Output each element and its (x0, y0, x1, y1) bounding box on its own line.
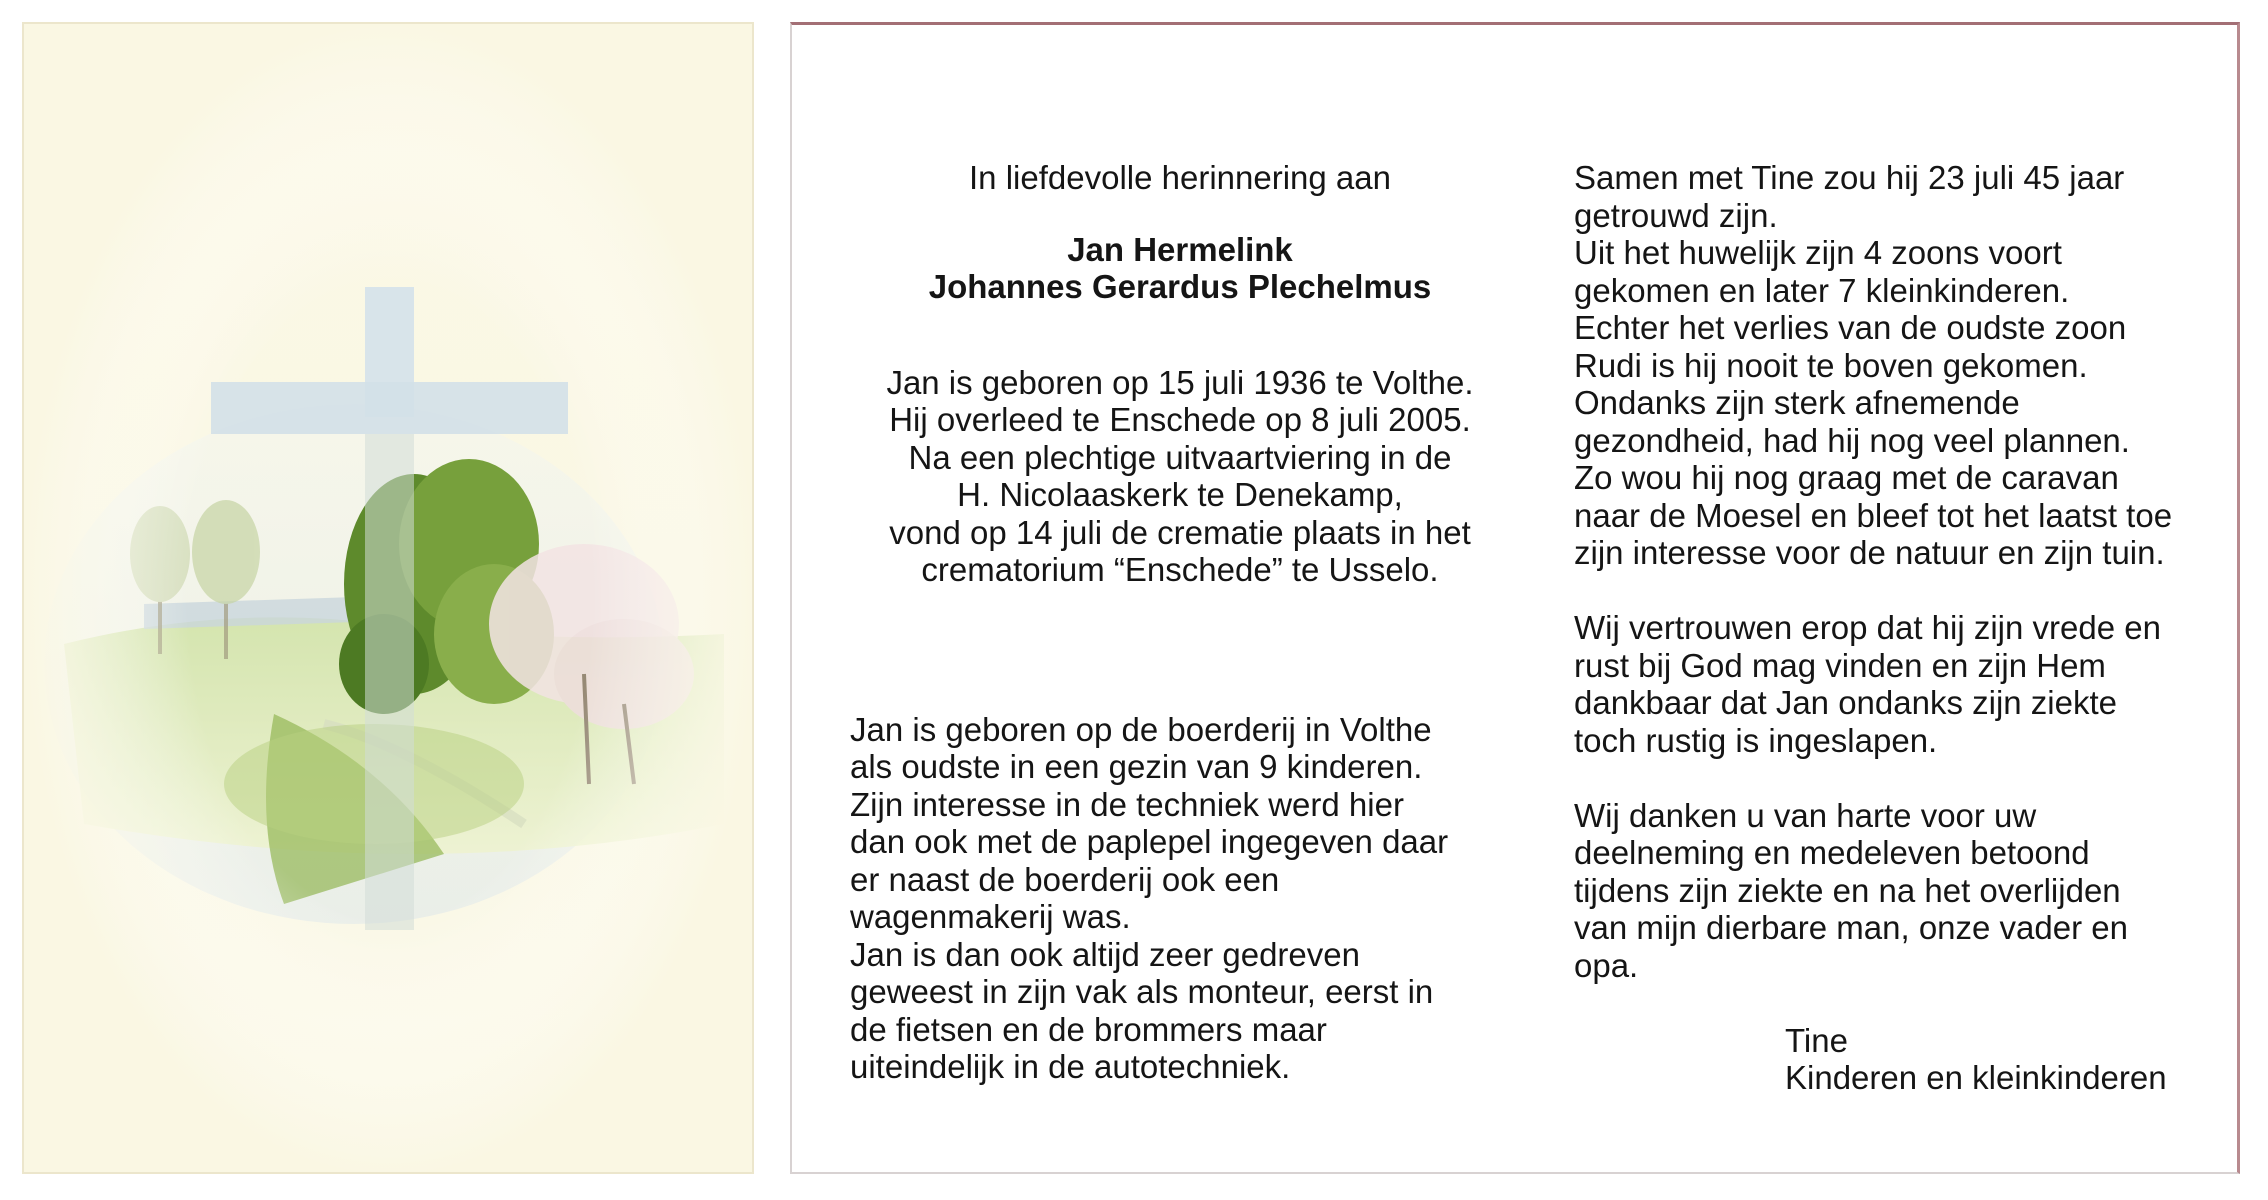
left-column (850, 159, 1510, 1086)
paragraph-line: gekomen en later 7 kleinkinderen. (1574, 271, 2070, 309)
paragraph-line: Wij vertrouwen erop dat hij zijn vrede en (1574, 609, 2161, 646)
paragraph-line: naar de Moesel en bleef tot het laatst toe (1574, 496, 2173, 534)
biography-line: dan ook met de paplepel ingegeven daar (850, 823, 1449, 860)
biography-line: Zijn interesse in de techniek werd hier (850, 785, 1404, 823)
biography-line: uiteindelijk in de autotechniek. (850, 1048, 1291, 1085)
biography-line: als oudste in een gezin van 9 kinderen. (850, 748, 1423, 785)
paragraph-line: zijn interesse voor de natuur en zijn tuin. (1574, 534, 2165, 571)
paragraph-line: Ondanks zijn sterk afnemende (1574, 384, 2020, 421)
paragraph-line: rust bij God mag vinden en zijn Hem (1574, 646, 2106, 684)
facts-line: H. Nicolaaskerk te Denekamp, (957, 476, 1403, 513)
signature-line: Tine (1785, 1021, 1848, 1059)
paragraph-line: toch rustig is ingeslapen. (1574, 721, 1938, 759)
biography-line: wagenmakerij was. (850, 898, 1131, 935)
text-card (790, 22, 2240, 1174)
faith-paragraph (1574, 609, 2214, 759)
facts-line: vond op 14 juli de crematie plaats in het (889, 513, 1471, 551)
paragraph-line: deelneming en medeleven betoond (1574, 834, 2090, 871)
deceased-name: Jan Hermelink (1067, 230, 1293, 268)
marriage-paragraph (1574, 159, 2214, 572)
right-column (1574, 159, 2214, 1097)
facts-paragraph (850, 364, 1510, 589)
paragraph-line: gezondheid, had hij nog veel plannen. (1574, 421, 2130, 459)
paragraph-line: dankbaar dat Jan ondanks zijn ziekte (1574, 684, 2118, 721)
deceased-full-name: Johannes Gerardus Plechelmus (928, 268, 1432, 305)
intro-line: In liefdevolle herinnering aan (969, 159, 1391, 196)
thanks-paragraph (1574, 797, 2214, 985)
facts-line: Jan is geboren op 15 juli 1936 te Volthe. (886, 363, 1474, 401)
paragraph-line: Rudi is hij nooit te boven gekomen. (1574, 346, 2088, 384)
paragraph-line: Samen met Tine zou hij 23 juli 45 jaar (1574, 159, 2125, 196)
facts-line: Na een plechtige uitvaartviering in de (908, 438, 1452, 476)
paragraph-line: getrouwd zijn. (1574, 196, 1778, 234)
paragraph-line: Uit het huwelijk zijn 4 zoons voort (1574, 234, 2062, 271)
biography-line: de fietsen en de brommers maar (850, 1010, 1327, 1048)
paragraph-line: Wij danken u van harte voor uw (1574, 796, 2037, 834)
signature-line: Kinderen en kleinkinderen (1785, 1059, 2167, 1096)
front-card (22, 22, 754, 1174)
facts-line: Hij overleed te Enschede op 8 juli 2005. (889, 401, 1471, 438)
biography-line: geweest in zijn vak als monteur, eerst in (850, 973, 1434, 1010)
facts-line: crematorium “Enschede” te Usselo. (921, 551, 1439, 588)
paragraph-line: van mijn dierbare man, onze vader en (1574, 909, 2128, 946)
paragraph-line: tijdens zijn ziekte en na het overlijden (1574, 871, 2121, 909)
paragraph-line: opa. (1574, 946, 1639, 984)
paragraph-line: Zo wou hij nog graag met de caravan (1574, 459, 2119, 496)
biography-line: Jan is dan ook altijd zeer gedreven (850, 935, 1360, 973)
biography-line: Jan is geboren op de boerderij in Volthe (850, 710, 1432, 748)
paragraph-line: Echter het verlies van de oudste zoon (1574, 309, 2127, 346)
biography-paragraph (850, 711, 1510, 1086)
biography-line: er naast de boerderij ook een (850, 860, 1280, 898)
cross-landscape-illustration (24, 24, 754, 1174)
signature (1574, 1022, 2214, 1097)
